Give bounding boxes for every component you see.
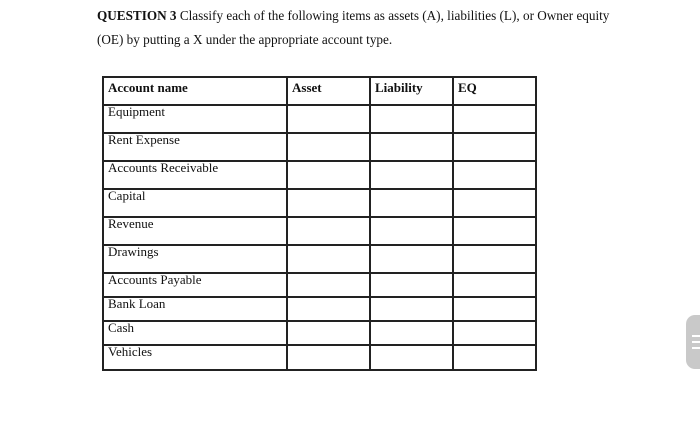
eq-cell[interactable]: [453, 161, 536, 189]
question-label: QUESTION 3: [97, 8, 177, 23]
side-panel-handle[interactable]: [686, 315, 700, 369]
asset-cell[interactable]: [287, 217, 370, 245]
account-name-cell: [103, 133, 287, 161]
account-name: Accounts Payable: [108, 272, 202, 287]
question-line-1: [97, 4, 677, 28]
classification-table: [102, 76, 537, 371]
table-row: [103, 105, 536, 133]
question-text: [97, 4, 677, 52]
liability-cell[interactable]: [370, 217, 453, 245]
account-name: Bank Loan: [108, 296, 166, 311]
header-liability: Liability: [370, 77, 453, 105]
account-name-cell: [103, 105, 287, 133]
liability-cell[interactable]: [370, 133, 453, 161]
account-name: Accounts Receivable: [108, 160, 219, 175]
asset-cell[interactable]: [287, 189, 370, 217]
account-name: Revenue: [108, 216, 154, 231]
asset-cell[interactable]: [287, 345, 370, 370]
account-name: Equipment: [108, 104, 166, 119]
table-row: [103, 273, 536, 297]
table-row: [103, 217, 536, 245]
account-name-cell: [103, 321, 287, 345]
eq-cell[interactable]: [453, 321, 536, 345]
eq-cell[interactable]: [453, 105, 536, 133]
eq-cell[interactable]: [453, 297, 536, 321]
table-row: [103, 321, 536, 345]
liability-cell[interactable]: [370, 297, 453, 321]
asset-cell[interactable]: [287, 297, 370, 321]
liability-cell[interactable]: [370, 345, 453, 370]
liability-cell[interactable]: [370, 161, 453, 189]
grip-line-icon: [692, 335, 700, 337]
account-name-cell: [103, 273, 287, 297]
asset-cell[interactable]: [287, 105, 370, 133]
table-row: [103, 345, 536, 370]
asset-cell[interactable]: [287, 245, 370, 273]
grip-line-icon: [692, 347, 700, 349]
table-row: [103, 161, 536, 189]
account-name-cell: [103, 345, 287, 370]
account-name: Vehicles: [108, 344, 153, 359]
header-eq: EQ: [453, 77, 536, 105]
grip-line-icon: [692, 341, 700, 343]
account-name-cell: [103, 245, 287, 273]
table-header-row: [103, 77, 536, 105]
account-name: Capital: [108, 188, 146, 203]
asset-cell[interactable]: [287, 321, 370, 345]
asset-cell[interactable]: [287, 273, 370, 297]
account-name-cell: [103, 161, 287, 189]
asset-cell[interactable]: [287, 133, 370, 161]
asset-cell[interactable]: [287, 161, 370, 189]
liability-cell[interactable]: [370, 273, 453, 297]
header-asset: Asset: [287, 77, 370, 105]
account-name: Cash: [108, 320, 134, 335]
liability-cell[interactable]: [370, 189, 453, 217]
account-name: Drawings: [108, 244, 159, 259]
eq-cell[interactable]: [453, 189, 536, 217]
eq-cell[interactable]: [453, 245, 536, 273]
eq-cell[interactable]: [453, 133, 536, 161]
account-name-cell: [103, 217, 287, 245]
header-account-name: Account name: [103, 77, 287, 105]
liability-cell[interactable]: [370, 105, 453, 133]
table-row: [103, 133, 536, 161]
eq-cell[interactable]: [453, 345, 536, 370]
table-row: [103, 245, 536, 273]
question-line-1-text: Classify each of the following items as assets (A), liabilities (L), or Owner equity: [176, 8, 610, 23]
liability-cell[interactable]: [370, 321, 453, 345]
eq-cell[interactable]: [453, 217, 536, 245]
table-row: [103, 297, 536, 321]
account-name-cell: [103, 189, 287, 217]
eq-cell[interactable]: [453, 273, 536, 297]
account-name: Rent Expense: [108, 132, 180, 147]
table-row: [103, 189, 536, 217]
liability-cell[interactable]: [370, 245, 453, 273]
account-name-cell: [103, 297, 287, 321]
question-line-2: (OE) by putting a X under the appropriate account type.: [97, 32, 393, 47]
